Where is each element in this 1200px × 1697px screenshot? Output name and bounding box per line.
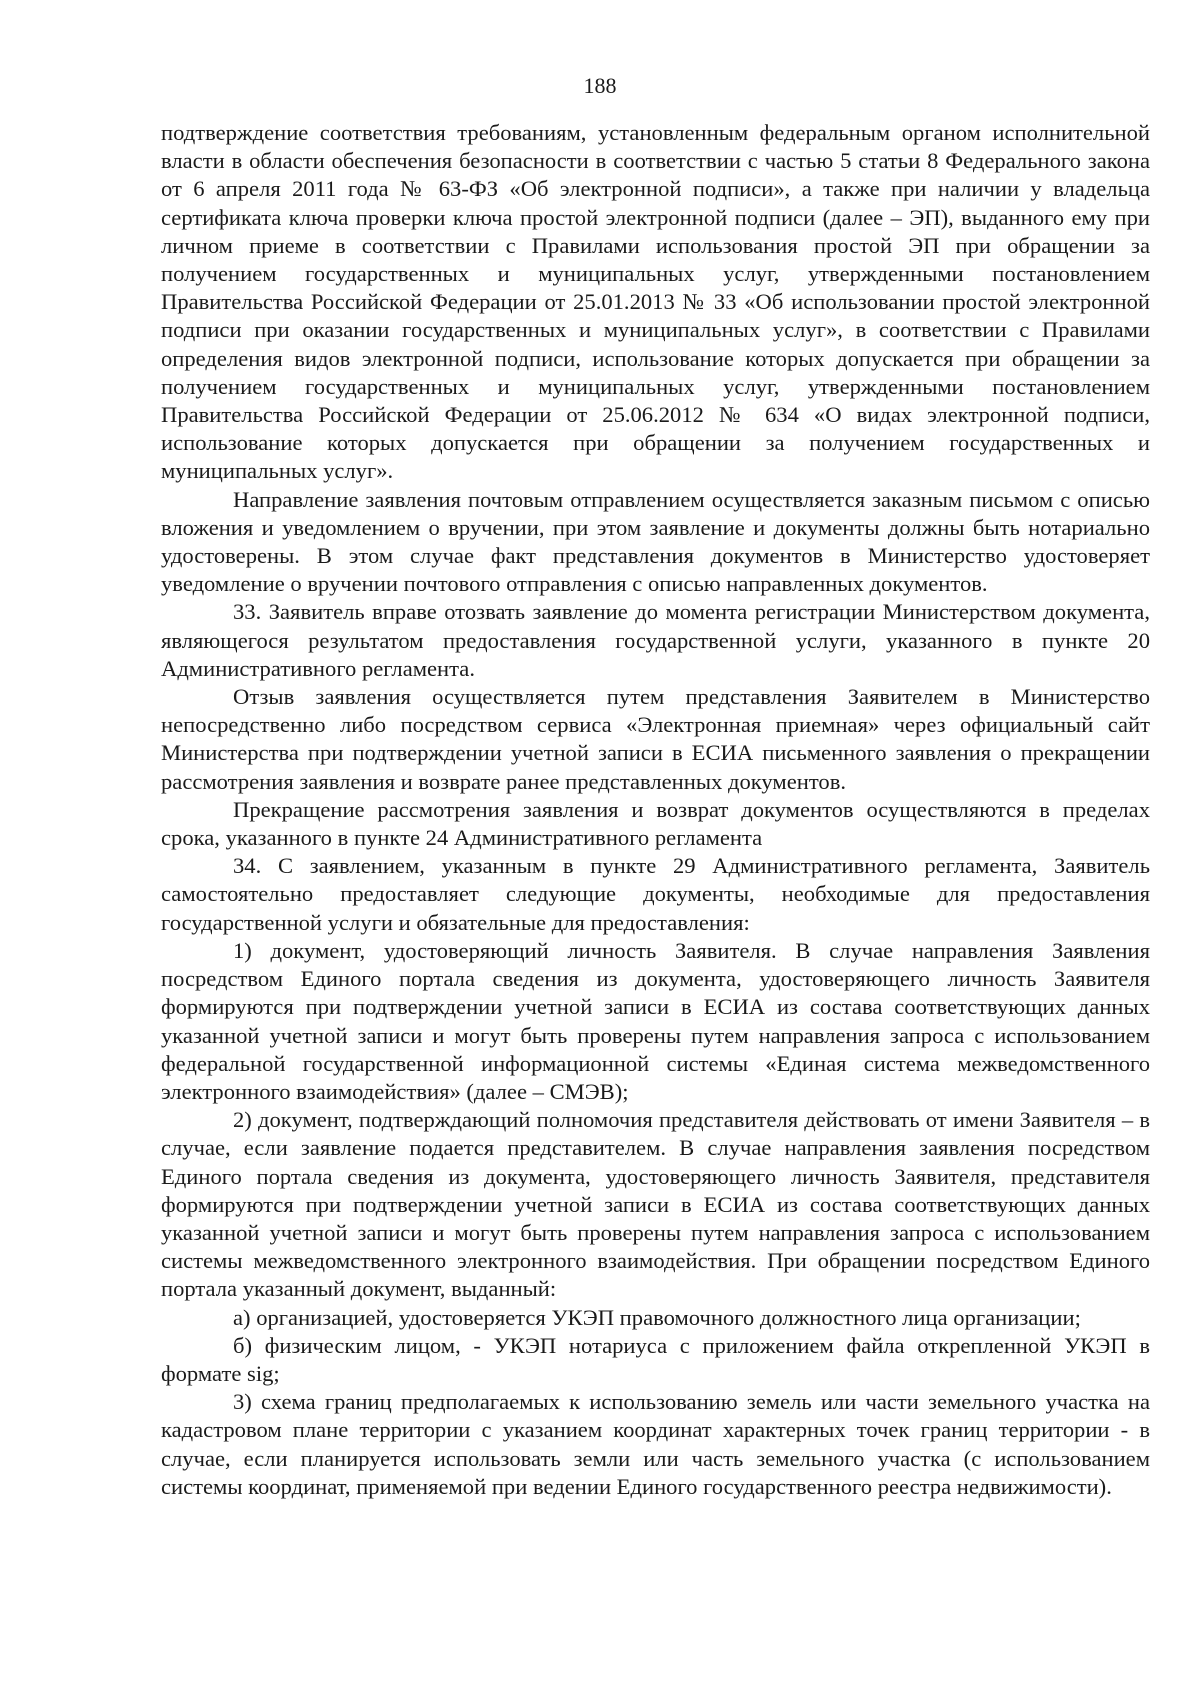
paragraph-termination-of-review: Прекращение рассмотрения заявления и возврат документов осуществляются в пределах срока, указанного в пункте 24 Административного регламента xyxy=(161,796,1150,851)
document-body xyxy=(161,119,1150,1501)
paragraph-list-item-2-authority-document: 2) документ, подтверждающий полномочия представителя действовать от имени Заявителя – в случае, если заявление подается представителем. В случае направления заявления посредством Единого портала сведения из документа, удостоверяющего личность Заявителя, представителя формируются при подтверждении учетной записи в ЕСИА из состава соответствующих данных указанной учетной записи и могут быть проверены путем направления запроса с использованием системы межведомственного электронного взаимодействия. При обращении посредством Единого портала указанный документ, выданный: xyxy=(161,1107,1150,1302)
paragraph-postal-submission: Направление заявления почтовым отправлением осуществляется заказным письмом с описью вложения и уведомлением о вручении, при этом заявление и документы должны быть нотариально удостоверены. В этом случае факт представления документов в Министерство удостоверяет уведомление о вручении почтового отправления с описью направленных документов. xyxy=(161,486,1150,597)
paragraph-withdrawal-procedure: Отзыв заявления осуществляется путем представления Заявителем в Министерство непосредственно либо посредством сервиса «Электронная приемная» через официальный сайт Министерства при подтверждении учетной записи в ЕСИА письменного заявления о прекращении рассмотрения заявления и возврате ранее представленных документов. xyxy=(161,684,1150,794)
paragraph-item-33-withdrawal: 33. Заявитель вправе отозвать заявление до момента регистрации Министерством документа, являющегося результатом предоставления государственной услуги, указанного в пункте 20 Административного регламента. xyxy=(161,599,1150,681)
paragraph-subitem-b-individual: б) физическим лицом, - УКЭП нотариуса с приложением файла открепленной УКЭП в формате sig; xyxy=(161,1332,1150,1386)
paragraph-item-34-required-documents: 34. С заявлением, указанным в пункте 29 Административного регламента, Заявитель самостоятельно предоставляет следующие документы, необходимые для предоставления государственной услуги и обязательные для предоставления: xyxy=(161,853,1150,935)
page-number: 188 xyxy=(583,73,617,98)
paragraph-list-item-3-boundary-scheme: 3) схема границ предполагаемых к использованию земель или части земельного участка на кадастровом плане территории с указанием координат характерных точек границ территории - в случае, если планируется использовать земли или часть земельного участка (с использованием системы координат, применяемой при ведении Единого государственного реестра недвижимости). xyxy=(161,1389,1150,1499)
paragraph-electronic-signature-conditions: подтверждение соответствия требованиям, установленным федеральным органом исполнительной власти в области обеспечения безопасности в соответствии с частью 5 статьи 8 Федерального закона от 6 апреля 2011 года № 63-ФЗ «Об электронной подписи», а также при наличии у владельца сертификата ключа проверки ключа простой электронной подписи (далее – ЭП), выданного ему при личном приеме в соответствии с Правилами использования простой ЭП при обращении за получением государственных и муниципальных услуг, утвержденными постановлением Правительства Российской Федерации от 25.01.2013 № 33 «Об использовании простой электронной подписи при оказании государственных и муниципальных услуг», в соответствии с Правилами определения видов электронной подписи, использование которых допускается при обращении за получением государственных и муниципальных услуг, утвержденными постановлением Правительства Российской Федерации от 25.06.2012 № 634 «О видах электронной подписи, использование которых допускается при обращении за получением государственных и муниципальных услуг». xyxy=(161,120,1150,484)
paragraph-subitem-a-organization: а) организацией, удостоверяется УКЭП правомочного должностного лица организации; xyxy=(233,1304,1081,1330)
paragraph-list-item-1-identity-document: 1) документ, удостоверяющий личность Заявителя. В случае направления Заявления посредством Единого портала сведения из документа, удостоверяющего личность Заявителя формируются при подтверждении учетной записи в ЕСИА из состава соответствующих данных указанной учетной записи и могут быть проверены путем направления запроса с использованием федеральной государственной информационной системы «Единая система межведомственного электронного взаимодействия» (далее – СМЭВ); xyxy=(161,937,1150,1104)
